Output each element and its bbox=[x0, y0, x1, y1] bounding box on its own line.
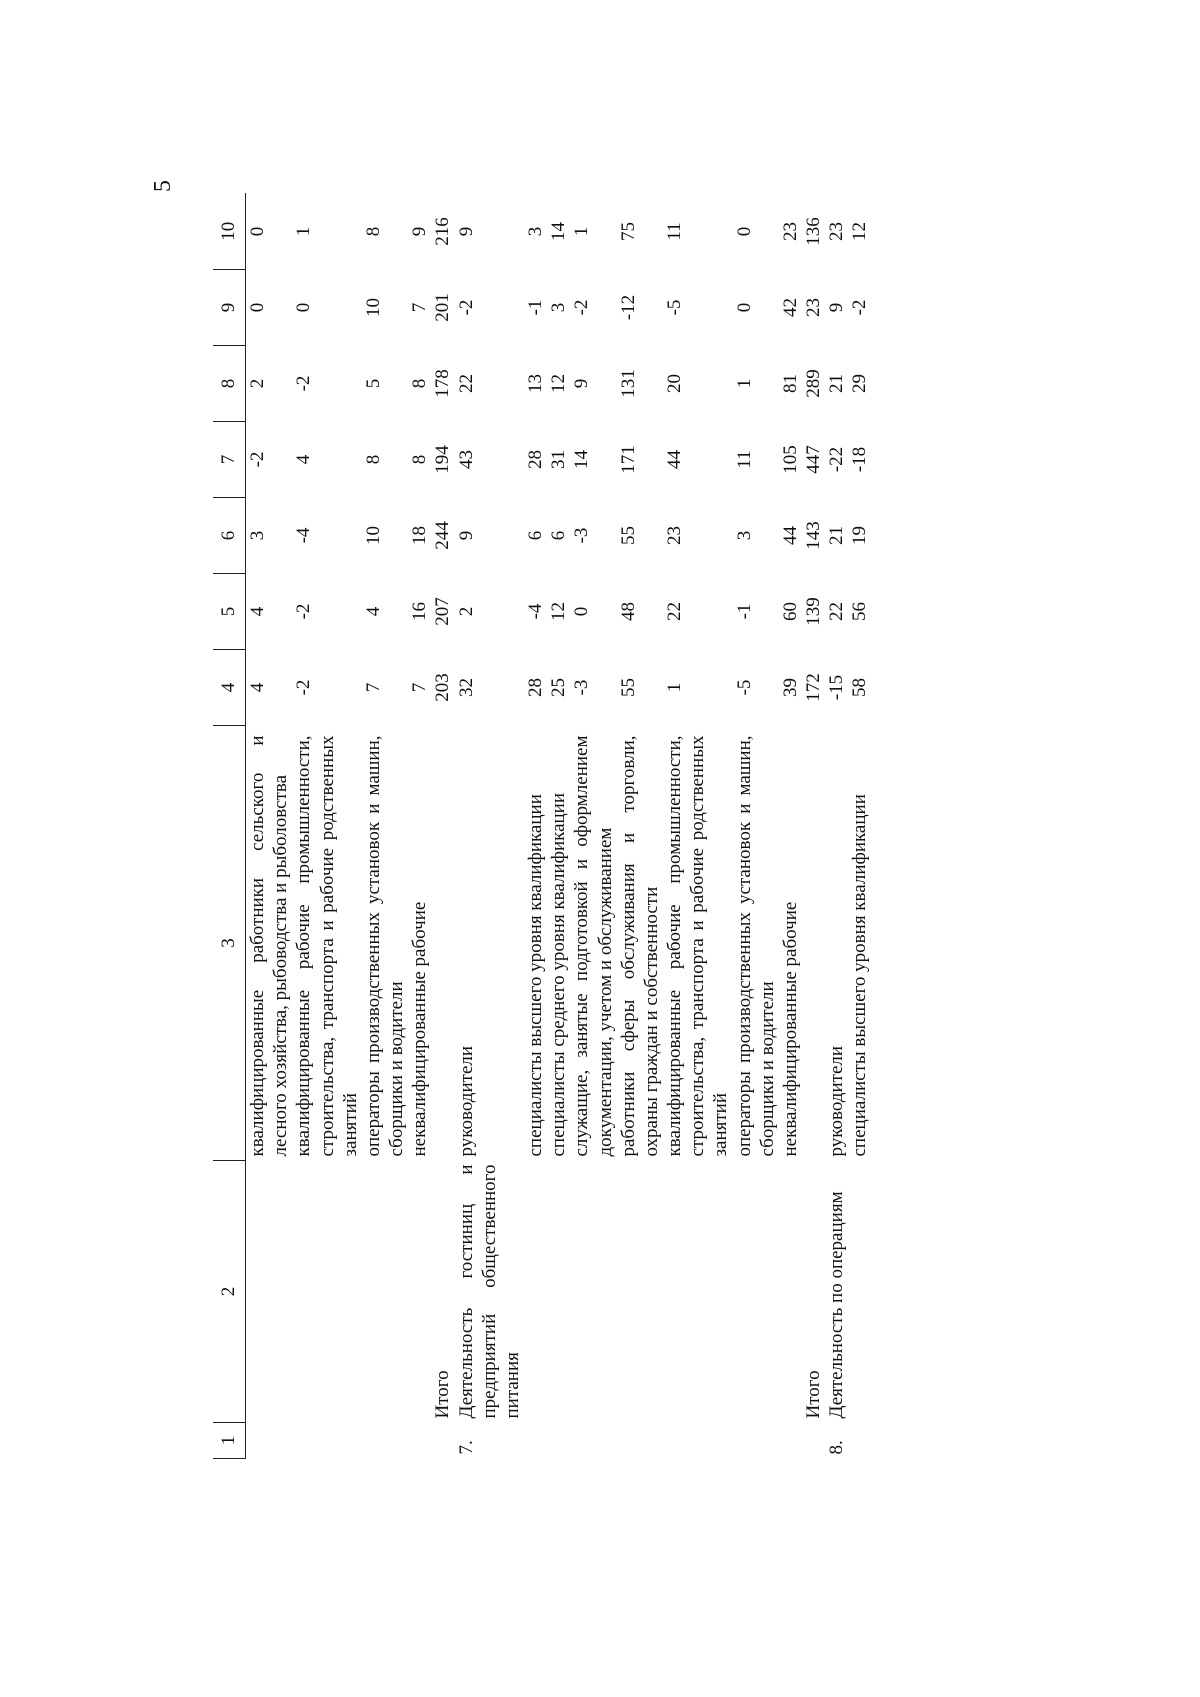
activity-cell bbox=[292, 1161, 362, 1423]
value-cell: 289 bbox=[803, 369, 825, 398]
activity-cell bbox=[779, 1161, 802, 1423]
value-cell: 13 bbox=[525, 374, 547, 393]
value-cell: -2 bbox=[849, 299, 871, 316]
value-cell: 28 bbox=[525, 678, 547, 697]
value-cell: 244 bbox=[432, 521, 454, 550]
column-header: 10 bbox=[213, 194, 246, 270]
value-cell: 8 bbox=[362, 226, 384, 237]
column-header: 7 bbox=[213, 422, 246, 498]
occupation-cell: квалифицированные рабочие промышленности, строительства, транспорта и рабочие родственных занятий bbox=[664, 735, 732, 1157]
row-index bbox=[547, 1423, 570, 1459]
table-row bbox=[292, 194, 362, 1459]
value-cell: 20 bbox=[664, 374, 686, 393]
value-cell: 201 bbox=[432, 293, 454, 322]
row-index bbox=[292, 1423, 362, 1459]
value-cell: -1 bbox=[733, 603, 755, 620]
value-cell: 23 bbox=[803, 298, 825, 317]
column-header: 9 bbox=[213, 270, 246, 346]
value-cell: 9 bbox=[455, 530, 477, 541]
value-cell: 139 bbox=[803, 597, 825, 626]
value-cell: 23 bbox=[826, 222, 848, 241]
value-cell: 22 bbox=[455, 374, 477, 393]
row-index bbox=[802, 1423, 825, 1459]
occupation-cell: специалисты среднего уровня квалификации bbox=[548, 792, 570, 1157]
activity-cell: Итого bbox=[432, 1370, 454, 1419]
value-cell: 55 bbox=[617, 526, 639, 545]
value-cell: 8 bbox=[409, 454, 431, 465]
value-cell: 14 bbox=[571, 450, 593, 469]
table-body bbox=[246, 194, 872, 1459]
value-cell: 3 bbox=[247, 530, 268, 541]
occupation-cell: неквалифицированные рабочие bbox=[409, 901, 431, 1157]
occupation-cell: операторы производственных установок и машин, сборщики и водители bbox=[733, 735, 778, 1157]
occupation-cell: квалифицированные работники сельского и лесного хозяйства, рыбоводства и рыболовства bbox=[247, 735, 292, 1157]
occupation-cell: служащие, занятые подготовкой и оформлением документации, учетом и обслуживанием bbox=[571, 735, 616, 1157]
value-cell: -2 bbox=[293, 375, 315, 392]
row-index bbox=[362, 1423, 408, 1459]
value-cell: 171 bbox=[617, 445, 639, 474]
activity-cell bbox=[663, 1161, 733, 1423]
value-cell: 81 bbox=[779, 374, 801, 393]
row-index: 8. bbox=[826, 1440, 848, 1455]
value-cell: -2 bbox=[293, 679, 315, 696]
value-cell: 0 bbox=[247, 226, 268, 237]
row-index bbox=[570, 1423, 616, 1459]
table-row bbox=[408, 194, 431, 1459]
value-cell: 0 bbox=[247, 302, 268, 313]
table-row bbox=[547, 194, 570, 1459]
table-row bbox=[802, 194, 825, 1459]
value-cell: 16 bbox=[409, 602, 431, 621]
table-row bbox=[455, 194, 525, 1459]
activity-cell bbox=[733, 1161, 779, 1423]
activity-cell bbox=[246, 1161, 293, 1423]
value-cell: 12 bbox=[548, 602, 570, 621]
value-cell: 18 bbox=[409, 526, 431, 545]
value-cell: 105 bbox=[779, 445, 801, 474]
value-cell: 44 bbox=[664, 450, 686, 469]
value-cell: 42 bbox=[779, 298, 801, 317]
activity-cell bbox=[547, 1161, 570, 1423]
table-row bbox=[362, 194, 408, 1459]
value-cell: 4 bbox=[293, 454, 315, 465]
value-cell: -2 bbox=[293, 603, 315, 620]
occupation-cell: специалисты высшего уровня квалификации bbox=[525, 794, 547, 1157]
value-cell: 131 bbox=[617, 369, 639, 398]
activity-cell bbox=[617, 1161, 663, 1423]
value-cell: 21 bbox=[826, 374, 848, 393]
table-row bbox=[570, 194, 616, 1459]
value-cell: 44 bbox=[779, 526, 801, 545]
employment-table bbox=[213, 194, 872, 1460]
occupation-cell: специалисты высшего уровня квалификации bbox=[849, 794, 871, 1157]
row-index bbox=[246, 1423, 293, 1459]
row-index bbox=[663, 1423, 733, 1459]
occupation-cell: операторы производственных установок и машин, сборщики и водители bbox=[362, 735, 408, 1157]
activity-cell bbox=[570, 1161, 616, 1423]
activity-cell: Деятельность по операциям bbox=[826, 1191, 848, 1419]
table-row bbox=[663, 194, 733, 1459]
row-index bbox=[779, 1423, 802, 1459]
row-index bbox=[408, 1423, 431, 1459]
value-cell: 143 bbox=[803, 521, 825, 550]
value-cell: 48 bbox=[617, 602, 639, 621]
value-cell: 58 bbox=[849, 678, 871, 697]
page-number: 5 bbox=[150, 180, 176, 192]
value-cell: 6 bbox=[525, 530, 547, 541]
value-cell: 194 bbox=[432, 445, 454, 474]
value-cell: 2 bbox=[455, 606, 477, 617]
row-index bbox=[848, 1423, 871, 1459]
value-cell: -12 bbox=[617, 294, 639, 321]
occupation-cell: руководители bbox=[826, 1045, 848, 1157]
value-cell: -2 bbox=[455, 299, 477, 316]
table-row bbox=[524, 194, 547, 1459]
value-cell: 3 bbox=[733, 530, 755, 541]
value-cell: -4 bbox=[525, 603, 547, 620]
occupation-cell bbox=[431, 726, 454, 1161]
value-cell: 5 bbox=[362, 378, 384, 389]
activity-cell bbox=[524, 1161, 547, 1423]
value-cell: -1 bbox=[525, 299, 547, 316]
activity-cell bbox=[408, 1161, 431, 1423]
value-cell: 29 bbox=[849, 374, 871, 393]
value-cell: 56 bbox=[849, 602, 871, 621]
value-cell: 14 bbox=[548, 222, 570, 241]
row-index bbox=[617, 1423, 663, 1459]
value-cell: 4 bbox=[247, 682, 268, 693]
value-cell: -2 bbox=[571, 299, 593, 316]
occupation-cell: квалифицированные рабочие промышленности, строительства, транспорта и рабочие родственных занятий bbox=[293, 735, 361, 1157]
value-cell: 136 bbox=[803, 217, 825, 246]
value-cell: 21 bbox=[826, 526, 848, 545]
value-cell: -5 bbox=[664, 299, 686, 316]
column-header: 4 bbox=[213, 650, 246, 726]
value-cell: 23 bbox=[779, 222, 801, 241]
activity-cell: Итого bbox=[803, 1370, 825, 1419]
value-cell: 39 bbox=[779, 678, 801, 697]
table-row bbox=[779, 194, 802, 1459]
row-index bbox=[431, 1423, 454, 1459]
table-row bbox=[825, 194, 848, 1459]
value-cell: 2 bbox=[247, 378, 268, 389]
value-cell: 3 bbox=[548, 302, 570, 313]
value-cell: 23 bbox=[664, 526, 686, 545]
value-cell: 32 bbox=[455, 678, 477, 697]
value-cell: 43 bbox=[455, 450, 477, 469]
column-header: 2 bbox=[213, 1161, 246, 1423]
value-cell: -4 bbox=[293, 527, 315, 544]
value-cell: 22 bbox=[826, 602, 848, 621]
value-cell: 6 bbox=[548, 530, 570, 541]
value-cell: 31 bbox=[548, 450, 570, 469]
value-cell: -22 bbox=[826, 446, 848, 473]
value-cell: 22 bbox=[664, 602, 686, 621]
row-index bbox=[733, 1423, 779, 1459]
row-index bbox=[524, 1423, 547, 1459]
value-cell: 11 bbox=[733, 450, 755, 469]
value-cell: 7 bbox=[409, 302, 431, 313]
activity-cell bbox=[362, 1161, 408, 1423]
activity-cell bbox=[848, 1161, 871, 1423]
value-cell: 172 bbox=[803, 673, 825, 702]
value-cell: 3 bbox=[525, 226, 547, 237]
column-header: 6 bbox=[213, 498, 246, 574]
value-cell: 10 bbox=[362, 298, 384, 317]
column-header: 1 bbox=[213, 1423, 246, 1459]
table-row bbox=[848, 194, 871, 1459]
value-cell: 9 bbox=[571, 378, 593, 389]
value-cell: 19 bbox=[849, 526, 871, 545]
value-cell: 7 bbox=[409, 682, 431, 693]
value-cell: 11 bbox=[664, 222, 686, 241]
table-row bbox=[431, 194, 454, 1459]
column-header: 3 bbox=[213, 726, 246, 1161]
value-cell: 9 bbox=[455, 226, 477, 237]
value-cell: 1 bbox=[733, 378, 755, 389]
occupation-cell bbox=[802, 726, 825, 1161]
value-cell: 0 bbox=[733, 226, 755, 237]
table-row bbox=[733, 194, 779, 1459]
value-cell: 7 bbox=[362, 682, 384, 693]
value-cell: -2 bbox=[247, 451, 268, 468]
value-cell: 207 bbox=[432, 597, 454, 626]
value-cell: 60 bbox=[779, 602, 801, 621]
row-index: 7. bbox=[455, 1440, 477, 1455]
activity-cell: Деятельность гостиниц и предприятий общественного питания bbox=[455, 1164, 523, 1419]
occupation-cell: работники сферы обслуживания и торговли, охраны граждан и собственности bbox=[617, 735, 662, 1157]
value-cell: 1 bbox=[664, 682, 686, 693]
value-cell: 55 bbox=[617, 678, 639, 697]
occupation-cell: руководители bbox=[455, 1045, 477, 1157]
value-cell: 0 bbox=[571, 606, 593, 617]
value-cell: 203 bbox=[432, 673, 454, 702]
value-cell: 8 bbox=[409, 378, 431, 389]
value-cell: 1 bbox=[293, 226, 315, 237]
value-cell: -18 bbox=[849, 446, 871, 473]
value-cell: 9 bbox=[826, 302, 848, 313]
table-row bbox=[246, 194, 293, 1459]
value-cell: 75 bbox=[617, 222, 639, 241]
header-row bbox=[213, 194, 246, 1459]
occupation-cell: неквалифицированные рабочие bbox=[779, 901, 801, 1157]
column-header: 8 bbox=[213, 346, 246, 422]
value-cell: 9 bbox=[409, 226, 431, 237]
value-cell: 216 bbox=[432, 217, 454, 246]
value-cell: 28 bbox=[525, 450, 547, 469]
column-header: 5 bbox=[213, 574, 246, 650]
value-cell: 10 bbox=[362, 526, 384, 545]
value-cell: -3 bbox=[571, 527, 593, 544]
value-cell: 178 bbox=[432, 369, 454, 398]
value-cell: 447 bbox=[803, 445, 825, 474]
value-cell: 4 bbox=[247, 606, 268, 617]
value-cell: 1 bbox=[571, 226, 593, 237]
value-cell: 0 bbox=[733, 302, 755, 313]
value-cell: -15 bbox=[826, 674, 848, 701]
value-cell: 4 bbox=[362, 606, 384, 617]
value-cell: 0 bbox=[293, 302, 315, 313]
value-cell: 12 bbox=[548, 374, 570, 393]
value-cell: -3 bbox=[571, 679, 593, 696]
value-cell: 12 bbox=[849, 222, 871, 241]
table-row bbox=[617, 194, 663, 1459]
value-cell: 8 bbox=[362, 454, 384, 465]
value-cell: 25 bbox=[548, 678, 570, 697]
value-cell: -5 bbox=[733, 679, 755, 696]
